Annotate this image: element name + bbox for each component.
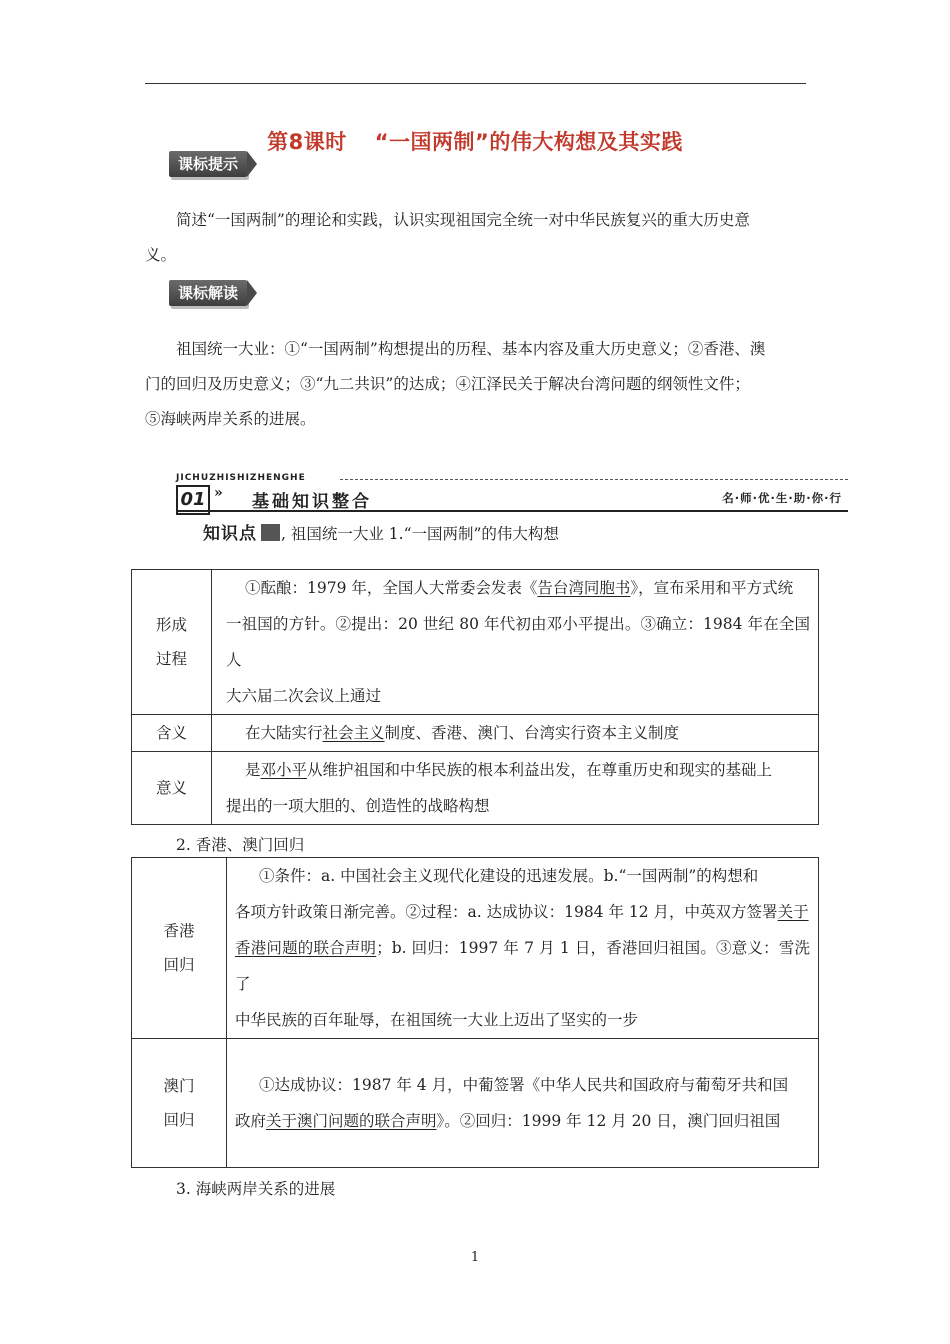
table-hk-macao-return bbox=[131, 857, 819, 1168]
subheading-cross-strait: 3. 海峡两岸关系的进展 bbox=[176, 1180, 336, 1198]
row-label-line: 澳门 bbox=[163, 1077, 195, 1095]
interpret-paragraph bbox=[145, 332, 807, 437]
section-arrow-icon: » bbox=[214, 485, 223, 501]
row-label-line: 香港 bbox=[163, 922, 195, 940]
cell-underlined-text: 社会主义 bbox=[322, 724, 385, 742]
cell-underlined-text: 关于澳门问题的联合声明 bbox=[266, 1112, 437, 1130]
lesson-topic: “一国两制”的伟大构想及其实践 bbox=[374, 130, 683, 154]
table-cell bbox=[212, 570, 819, 715]
row-label-line: 回归 bbox=[163, 1111, 195, 1129]
table-row bbox=[132, 752, 819, 825]
lesson-number: 第8课时 bbox=[267, 130, 347, 154]
tag-interpret bbox=[169, 280, 247, 306]
table-row-label: 含义 bbox=[132, 715, 212, 752]
cell-underlined-text: 关于 bbox=[777, 903, 809, 921]
table-row bbox=[132, 570, 819, 715]
section-rule bbox=[176, 510, 848, 512]
table-cell bbox=[212, 715, 819, 752]
table-row bbox=[132, 858, 819, 1039]
table-row-label bbox=[132, 858, 227, 1039]
tag-interpret-label: 课标解读 bbox=[178, 284, 239, 302]
section-motto: 名·师·优·生·助·你·行 bbox=[722, 491, 842, 505]
cell-underlined-text: 邓小平 bbox=[260, 761, 308, 779]
subheading-hk-macao: 2. 香港、澳门回归 bbox=[176, 836, 305, 854]
row-label-line: 过程 bbox=[155, 650, 187, 668]
cell-text: 大六届二次会议上通过 bbox=[226, 687, 382, 705]
cell-text: ①达成协议：1987 年 4 月，中葡签署《中华人民共和国政府与葡萄牙共和国 bbox=[259, 1076, 789, 1094]
cell-text: 》，宣布采用和平方式统 bbox=[630, 579, 794, 597]
cell-text: ；b. 回归：1997 年 7 月 1 日，香港回归祖国。③意义：雪洗了 bbox=[235, 939, 810, 993]
cell-text: 》。②回归：1999 年 12 月 20 日，澳门回归祖国 bbox=[436, 1112, 781, 1130]
tag-tips bbox=[169, 151, 247, 177]
page-title bbox=[0, 126, 950, 156]
interpret-line-2: 门的回归及历史意义；③“九二共识”的达成；④江泽民关于解决台湾问题的纲领性文件； bbox=[145, 375, 750, 393]
tips-line-2: 义。 bbox=[145, 246, 177, 264]
row-label-line: 回归 bbox=[163, 956, 195, 974]
tag-tips-label: 课标提示 bbox=[178, 155, 239, 173]
interpret-line-3: ⑤海峡两岸关系的进展。 bbox=[145, 410, 316, 428]
table-row-label bbox=[132, 1039, 227, 1168]
cell-text: 一祖国的方针。②提出：20 世纪 80 年代初由邓小平提出。③确立：1984 年在全国人 bbox=[226, 615, 810, 669]
cell-text: 制度、香港、澳门、台湾实行资本主义制度 bbox=[384, 724, 680, 742]
cell-text: ①酝酿：1979 年，全国人大常委会发表《 bbox=[245, 579, 538, 597]
tips-line-1: 简述“一国两制”的理论和实践，认识实现祖国完全统一对中华民族复兴的重大历史意 bbox=[176, 211, 750, 229]
cell-text: 政府 bbox=[235, 1112, 267, 1130]
page-number: 1 bbox=[470, 1250, 480, 1265]
table-cell bbox=[227, 858, 819, 1039]
cell-text: 是 bbox=[245, 761, 261, 779]
knowledge-point-text: , 祖国统一大业 1.“一国两制”的伟大构想 bbox=[281, 525, 559, 543]
section-dashed-rule bbox=[340, 479, 848, 480]
section-pinyin: JICHUZHISHIZHENGHE bbox=[176, 473, 306, 483]
header-rule bbox=[145, 83, 806, 84]
table-row-label bbox=[132, 570, 212, 715]
cell-underlined-text: 香港问题的联合声明 bbox=[235, 939, 377, 957]
section-banner bbox=[176, 473, 848, 513]
cell-text: 从维护祖国和中华民族的根本利益出发，在尊重历史和现实的基础上 bbox=[307, 761, 773, 779]
knowledge-point-marker bbox=[261, 524, 280, 541]
table-row bbox=[132, 1039, 819, 1168]
cell-text: 提出的一项大胆的、创造性的战略构想 bbox=[226, 797, 490, 815]
row-label-line: 形成 bbox=[155, 616, 187, 634]
cell-text: 各项方针政策日渐完善。②过程：a. 达成协议：1984 年 12 月，中英双方签署 bbox=[235, 903, 778, 921]
table-one-country-two-systems bbox=[131, 569, 819, 825]
table-cell bbox=[227, 1039, 819, 1168]
section-name: 基础知识整合 bbox=[252, 492, 372, 512]
cell-text: 中华民族的百年耻辱，在祖国统一大业上迈出了坚实的一步 bbox=[235, 1011, 639, 1029]
knowledge-point bbox=[203, 519, 559, 544]
table-row bbox=[132, 715, 819, 752]
cell-text: 在大陆实行 bbox=[245, 724, 323, 742]
knowledge-point-label: 知识点 bbox=[203, 524, 257, 544]
interpret-line-1: 祖国统一大业：①“一国两制”构想提出的历程、基本内容及重大历史意义；②香港、澳 bbox=[176, 340, 766, 358]
table-cell bbox=[212, 752, 819, 825]
cell-underlined-text: 告台湾同胞书 bbox=[537, 579, 631, 597]
cell-text: ①条件：a. 中国社会主义现代化建设的迅速发展。b.“一国两制”的构想和 bbox=[259, 867, 759, 885]
tips-paragraph bbox=[145, 203, 807, 273]
section-number: 01 bbox=[176, 485, 210, 515]
table-row-label: 意义 bbox=[132, 752, 212, 825]
